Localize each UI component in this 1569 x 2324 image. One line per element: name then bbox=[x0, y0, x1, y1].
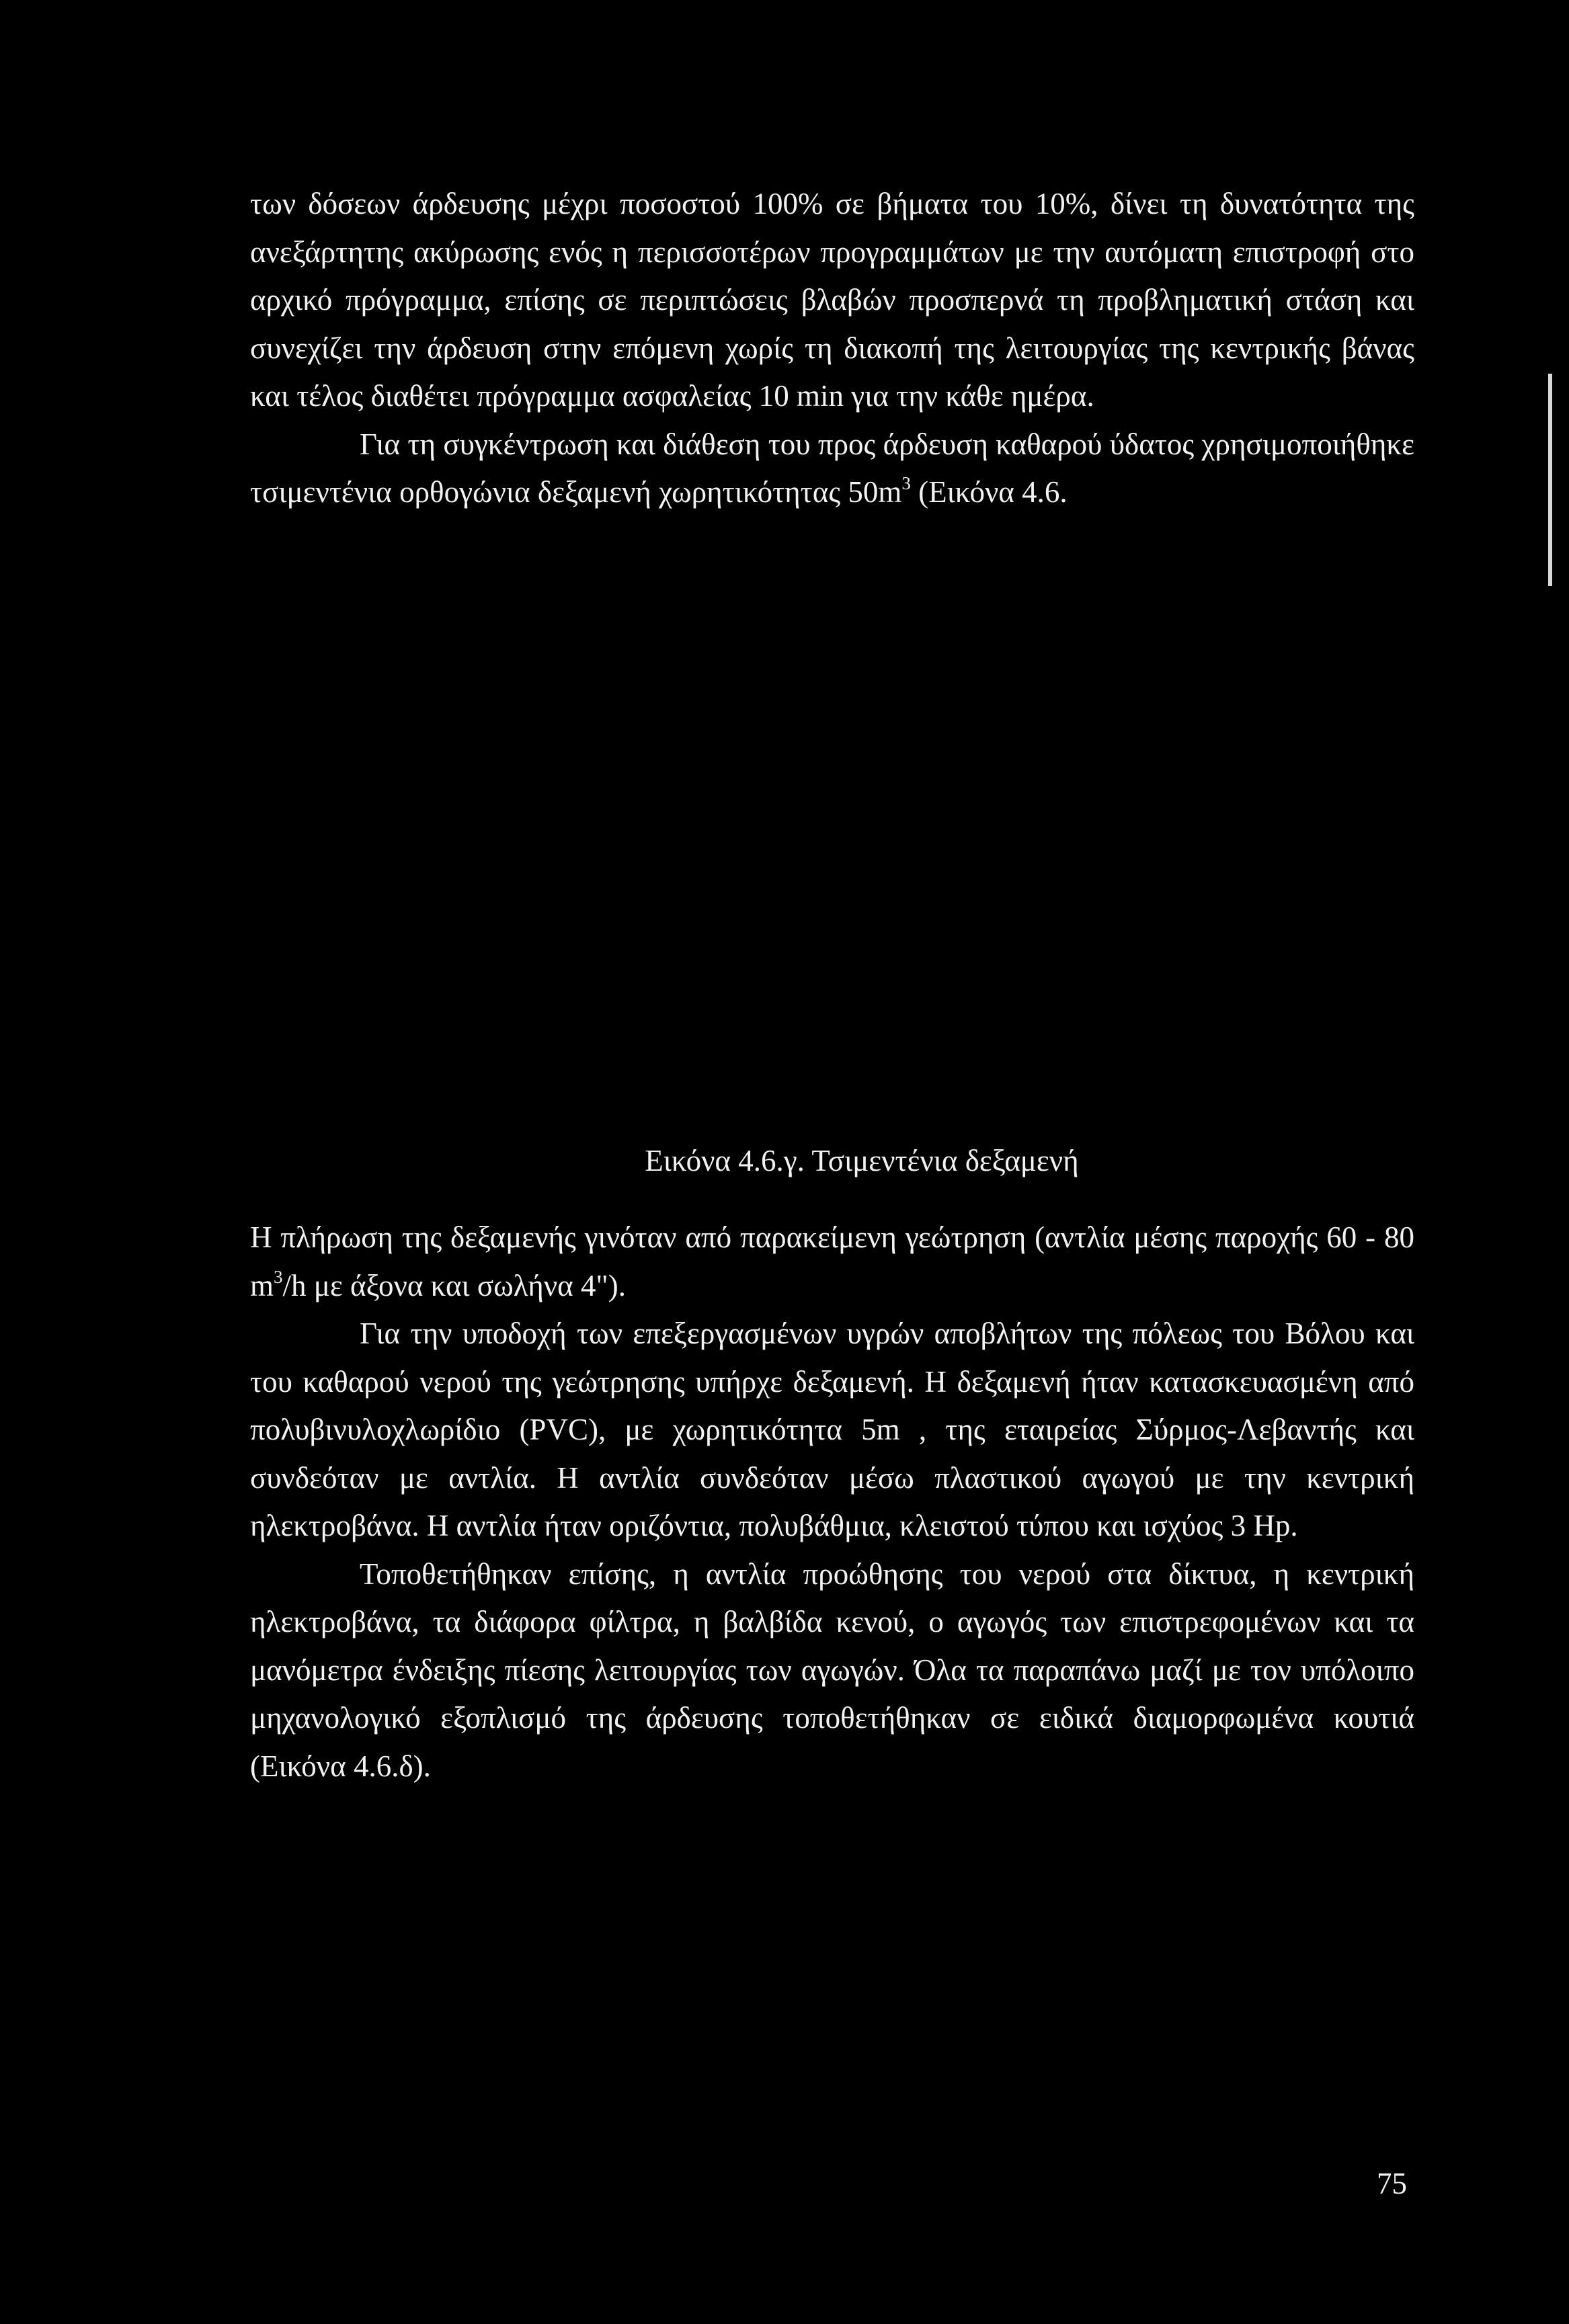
paragraph-text: Για τη συγκέντρωση και διάθεση του προς άρδευση καθαρού ύδατος χρησιμοποιήθηκε τσιμεντένια ορθογώνια δεξαμενή χωρητικότητας 50m bbox=[250, 427, 1414, 509]
paragraph-text: /h με άξονα και σωλήνα 4"). bbox=[282, 1268, 627, 1302]
figure-caption: Εικόνα 4.6.γ. Τσιμεντένια δεξαμενή bbox=[645, 1144, 1079, 1177]
paragraph-irrigation-controller: των δόσεων άρδευσης μέχρι ποσοστού 100% σε βήματα του 10%, δίνει τη δυνατότητα της ανεξάρτητης ακύρωσης ενός η περισσοτέρων προγραμμάτων με την αυτόματη επιστροφή στο αρχικό πρόγραμμα, επίσης σε περιπτώσεις βλαβών προσπερνά τη προβληματική στάση και συνεχίζει την άρδευση στην επόμενη χωρίς τη διακοπή της λειτουργίας της κεντρικής βάνας και τέλος διαθέτει πρόγραμμα ασφαλείας 10 min για την κάθε ημέρα. bbox=[250, 187, 1414, 413]
page-number: 75 bbox=[1377, 2167, 1407, 2200]
text-block-bottom bbox=[250, 1214, 1414, 1790]
superscript: 3 bbox=[901, 473, 911, 494]
paragraph-text: Η πλήρωση της δεξαμενής γινόταν από παρακείμενη γεώτρηση (αντλία μέσης παροχής 60 - 80 m bbox=[250, 1220, 1414, 1302]
paragraph-cement-tank bbox=[250, 421, 1414, 517]
text-block-top bbox=[250, 180, 1414, 517]
paragraph-text: (Εικόνα 4.6. bbox=[910, 475, 1068, 509]
scan-edge-line bbox=[1548, 374, 1552, 586]
superscript: 3 bbox=[274, 1266, 283, 1287]
paragraph-pvc-tank: Για την υποδοχή των επεξεργασμένων υγρών αποβλήτων της πόλεως του Βόλου και του καθαρού νερού της γεώτρησης υπήρχε δεξαμενή. Η δεξαμενή ήταν κατασκευασμένη από πολυβινυλοχλωρίδιο (PVC), με χωρητικότητα 5m , της εταιρείας Σύρμος-Λεβαντής και συνδεόταν με αντλία. Η αντλία συνδεόταν μέσω πλαστικού αγωγού με την κεντρική ηλεκτροβάνα. Η αντλία ήταν οριζόντια, πολυβάθμια, κλειστού τύπου και ισχύος 3 Hp. bbox=[250, 1317, 1414, 1542]
paragraph-tank-filling bbox=[250, 1214, 1414, 1310]
paragraph-equipment: Τοποθετήθηκαν επίσης, η αντλία προώθησης του νερού στα δίκτυα, η κεντρική ηλεκτροβάνα, τα διάφορα φίλτρα, η βαλβίδα κενού, ο αγωγός των επιστρεφομένων και τα μανόμετρα ένδειξης πίεσης λειτουργίας των αγωγών. Όλα τα παραπάνω μαζί με τον υπόλοιπο μηχανολογικό εξοπλισμό της άρδευσης τοποθετήθηκαν σε ειδικά διαμορφωμένα κουτιά (Εικόνα 4.6.δ). bbox=[250, 1557, 1414, 1783]
